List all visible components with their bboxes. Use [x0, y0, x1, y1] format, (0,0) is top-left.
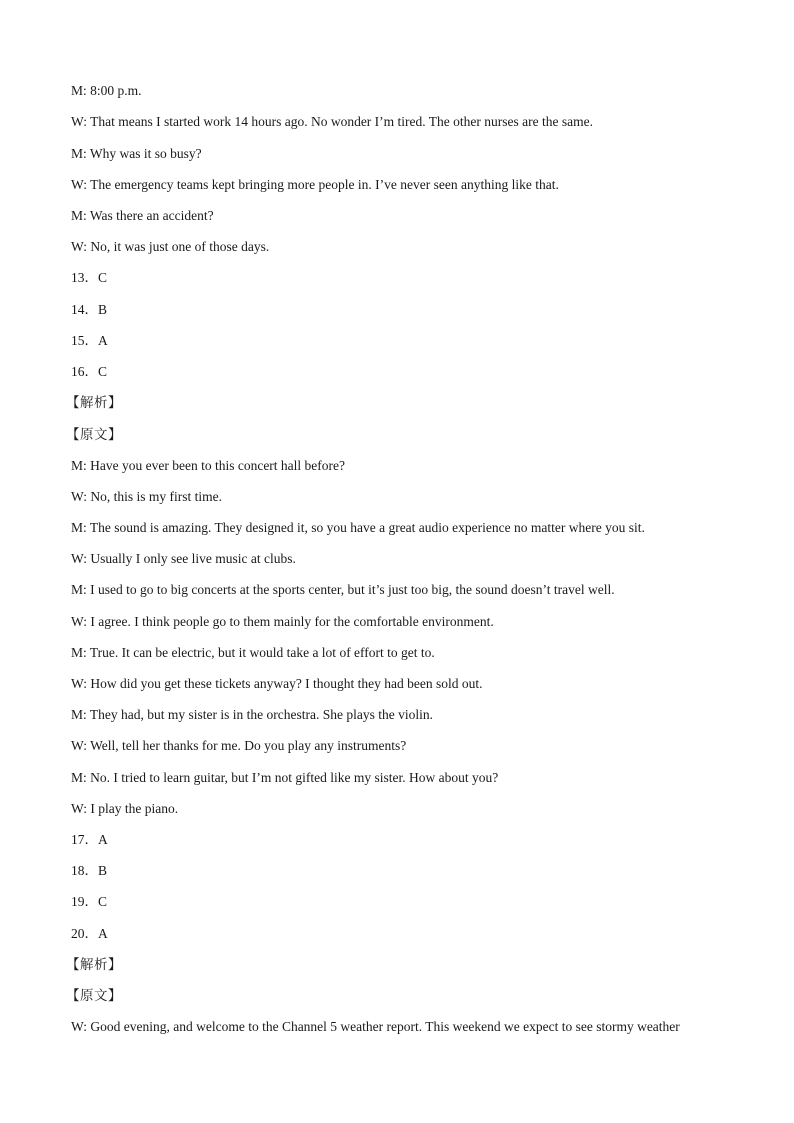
section-heading-analysis: 【解析】	[66, 395, 122, 411]
answer-line: 13．C	[71, 270, 108, 285]
dialogue-line: M: Was there an accident?	[71, 208, 214, 223]
dialogue-line: W: That means I started work 14 hours ago. No wonder I’m tired. The other nurses are the same.	[71, 114, 593, 129]
dialogue-line: M: Why was it so busy?	[71, 146, 202, 161]
answer-line: 17．A	[71, 832, 108, 847]
section-heading-transcript: 【原文】	[66, 988, 122, 1004]
dialogue-line: M: Have you ever been to this concert hall before?	[71, 458, 346, 473]
dialogue-line: W: I agree. I think people go to them mainly for the comfortable environment.	[71, 614, 494, 629]
dialogue-line: M: No. I tried to learn guitar, but I’m not gifted like my sister. How about you?	[71, 770, 499, 785]
dialogue-line: W: The emergency teams kept bringing more people in. I’ve never seen anything like that.	[71, 177, 559, 192]
answer-line: 15．A	[71, 333, 108, 348]
dialogue-line: W: Usually I only see live music at clubs.	[71, 551, 296, 566]
dialogue-line: W: Well, tell her thanks for me. Do you play any instruments?	[71, 738, 407, 753]
section-heading-transcript: 【原文】	[66, 427, 122, 443]
dialogue-line: M: The sound is amazing. They designed it, so you have a great audio experience no matter where you sit.	[71, 520, 645, 535]
answer-line: 19．C	[71, 894, 108, 909]
answer-line: 20．A	[71, 926, 108, 941]
answer-line: 16．C	[71, 364, 108, 379]
dialogue-line: W: No, it was just one of those days.	[71, 239, 270, 254]
dialogue-line: W: How did you get these tickets anyway? I thought they had been sold out.	[71, 676, 483, 691]
dialogue-line: W: Good evening, and welcome to the Channel 5 weather report. This weekend we expect to see stormy weather	[71, 1019, 680, 1034]
dialogue-line: M: 8:00 p.m.	[71, 83, 142, 98]
dialogue-line: M: They had, but my sister is in the orchestra. She plays the violin.	[71, 707, 433, 722]
dialogue-line: M: True. It can be electric, but it would take a lot of effort to get to.	[71, 645, 435, 660]
answer-line: 14．B	[71, 302, 108, 317]
answer-line: 18．B	[71, 863, 108, 878]
dialogue-line: W: No, this is my first time.	[71, 489, 222, 504]
dialogue-line: W: I play the piano.	[71, 801, 179, 816]
dialogue-line: M: I used to go to big concerts at the sports center, but it’s just too big, the sound doesn’t travel well.	[71, 582, 615, 597]
section-heading-analysis: 【解析】	[66, 957, 122, 973]
